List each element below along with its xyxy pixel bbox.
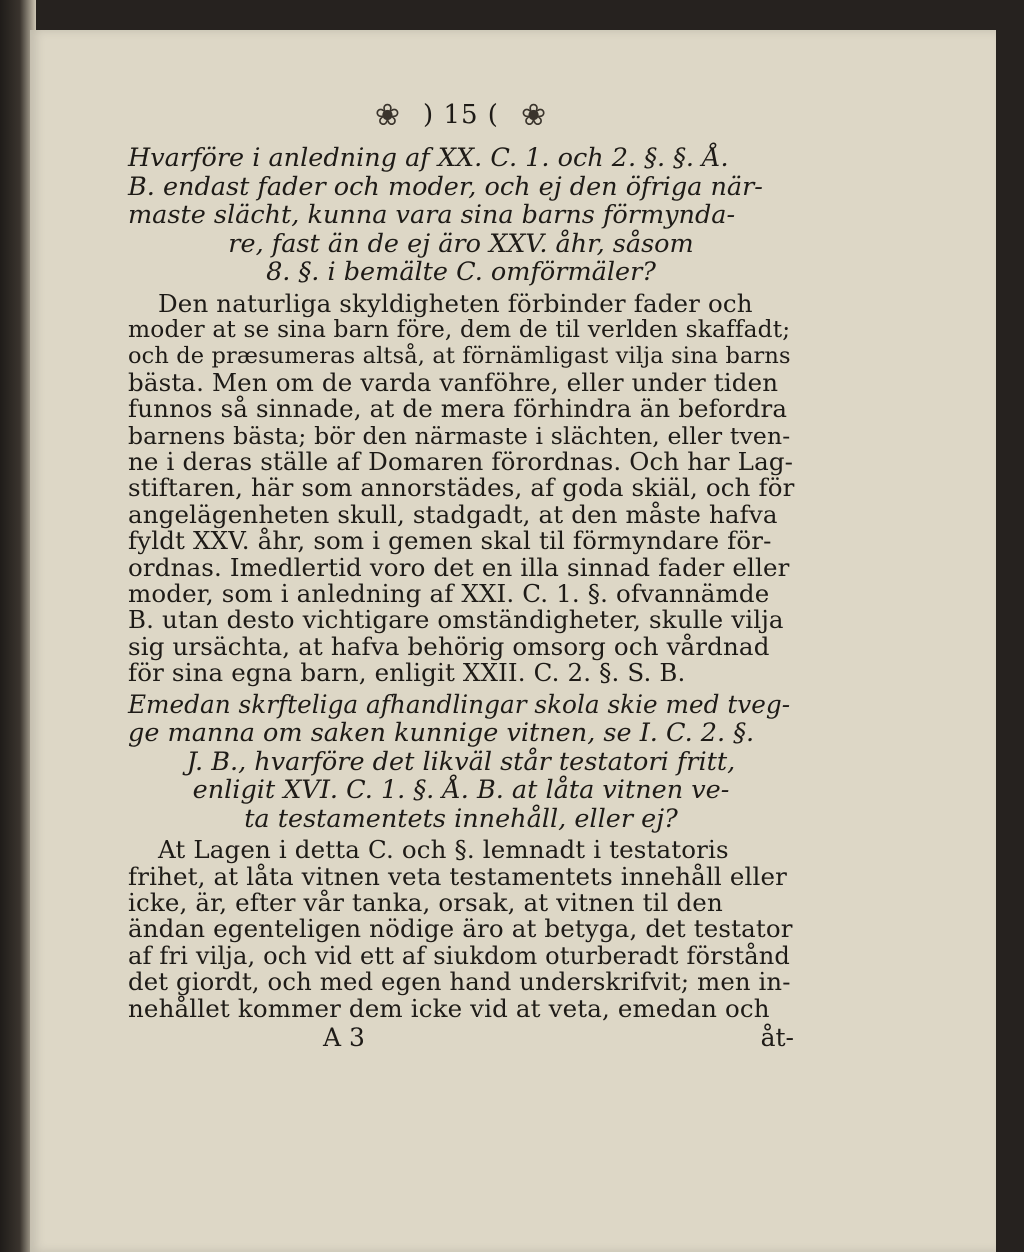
flower-ornament-icon: ❀ xyxy=(374,97,402,133)
text-line: funnos så sinnade, at de mera förhindra än befordra xyxy=(128,394,788,424)
text-line: ge manna om saken kunnige vitnen, se I. C. 2. §. xyxy=(128,718,755,749)
text-line: frihet, at låta vitnen veta testamentets innehåll eller xyxy=(128,861,787,891)
catchword: åt- xyxy=(760,1022,794,1052)
page-sheet xyxy=(30,30,996,1252)
text-line: det giordt, och med egen hand underskrifvit; men in- xyxy=(128,967,791,997)
question-1 xyxy=(128,144,794,287)
text-line: ändan egenteligen nödige äro at betyga, det testator xyxy=(128,914,793,944)
text-line: och de præsumeras altså, at förnämligast vilja sina barns xyxy=(128,343,791,370)
text-line: enligit XVI. C. 1. §. Å. B. at låta vitnen ve- xyxy=(192,775,730,806)
text-line: Emedan skrfteliga afhandlingar skola skie med tveg- xyxy=(128,689,791,719)
text-line: maste slächt, kunna vara sina barns förmynda- xyxy=(128,200,736,230)
text-line: 8. §. i bemälte C. omförmäler? xyxy=(266,257,656,287)
question-2 xyxy=(128,691,794,834)
text-line: moder at se sina barn före, dem de til verlden skaffadt; xyxy=(128,315,791,343)
text-line: för sina egna barn, enligit XXII. C. 2. §. S. B. xyxy=(128,658,686,688)
text-line: sig ursächta, at hafva behörig omsorg och vårdnad xyxy=(128,631,770,661)
text-line: J. B., hvarföre det likväl står testatori fritt, xyxy=(186,746,736,777)
text-line: icke, är, efter vår tanka, orsak, at vitnen til den xyxy=(128,887,723,917)
answer-1 xyxy=(128,288,795,688)
text-line: At Lagen i detta C. och §. lemnadt i testatoris xyxy=(158,835,729,865)
text-line: moder, som i anledning af XXI. C. 1. §. ofvannämde xyxy=(128,578,770,608)
text-line: nehållet kommer dem icke vid at veta, emedan och xyxy=(128,993,770,1023)
text-line: bästa. Men om de varda vanföhre, eller under tiden xyxy=(128,367,779,397)
answer-2 xyxy=(128,837,794,1022)
text-line: re, fast än de ej äro XXV. åhr, såsom xyxy=(228,228,694,259)
text-line: ta testamentets innehåll, eller ej? xyxy=(244,803,678,834)
text-line: Hvarföre i anledning af XX. C. 1. och 2. §. §. Å. xyxy=(128,143,729,173)
text-line: stiftaren, här som annorstädes, af goda skiäl, och för xyxy=(128,473,795,503)
text-line: Den naturliga skyldigheten förbinder fader och xyxy=(158,288,753,318)
text-line: ordnas. Imedlertid voro det en illa sinnad fader eller xyxy=(128,552,790,582)
text-line: fyldt XXV. åhr, som i gemen skal til förmyndare för- xyxy=(128,526,772,556)
text-line: B. utan desto vichtigare omständigheter, skulle vilja xyxy=(128,605,784,635)
text-line: angelägenheten skull, stadgadt, at den måste hafva xyxy=(128,499,778,529)
text-line: B. endast fader och moder, och ej den öfriga när- xyxy=(128,171,763,202)
flower-ornament-icon: ❀ xyxy=(520,97,548,133)
signature-mark: A 3 xyxy=(323,1022,365,1052)
running-head xyxy=(128,86,794,144)
text-line: barnens bästa; bör den närmaste i slächten, eller tven- xyxy=(128,421,791,450)
page-number: ) 15 ( xyxy=(423,100,499,130)
page-text-block xyxy=(128,86,794,1052)
text-line: ne i deras ställe af Domaren förordnas. Och har Lag- xyxy=(128,446,794,476)
page-footer xyxy=(128,1024,794,1052)
text-line: af fri vilja, och vid ett af siukdom oturberadt förstånd xyxy=(128,941,791,970)
